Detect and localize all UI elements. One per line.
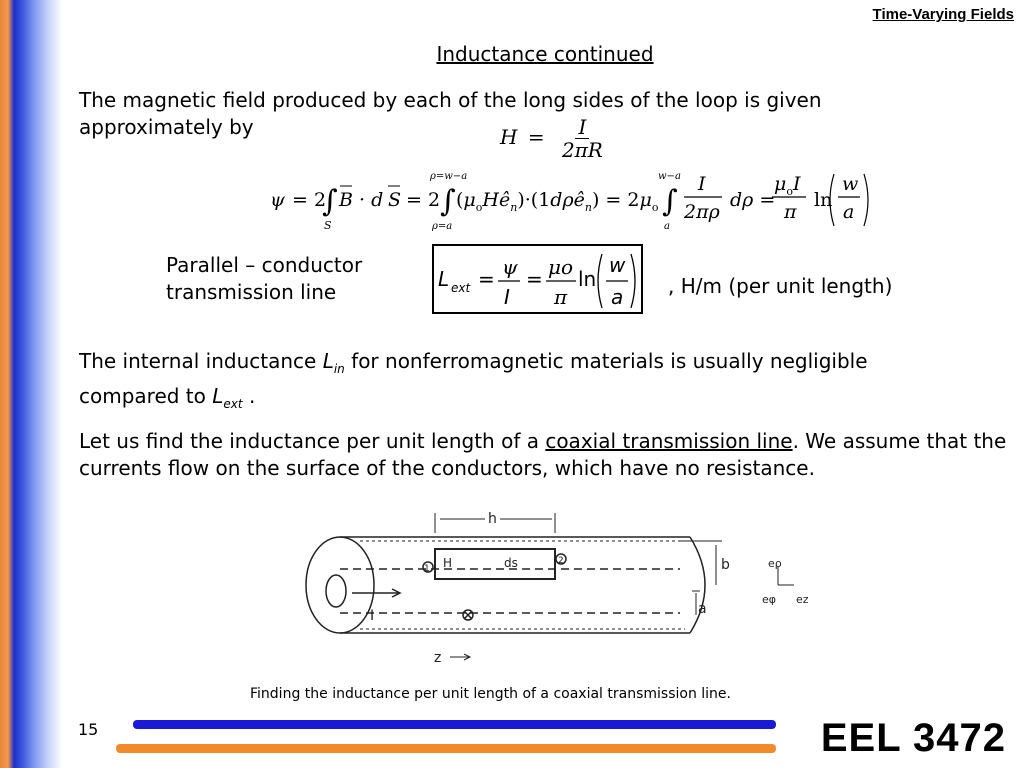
frac-pi: π (784, 201, 797, 223)
frac-w: w (842, 173, 859, 195)
label-node-2: 2 (558, 556, 564, 566)
frac-a: a (843, 201, 855, 223)
b-vector: B · d (339, 189, 384, 211)
integral-1-limit: S (324, 219, 332, 232)
lext-l: L (438, 267, 450, 291)
lext-i: I (504, 285, 510, 309)
internal-text-1: The internal inductance (79, 349, 323, 373)
label-b: b (721, 557, 730, 573)
integral-2-lower: ρ=a (432, 221, 453, 232)
integral-3-upper: w−a (658, 171, 681, 182)
l-ext: L (212, 384, 224, 408)
sub-in: in (333, 362, 345, 376)
footer-orange-bar (116, 744, 776, 753)
label-z: z (434, 650, 442, 666)
eq-h-den: 2πR (561, 138, 603, 162)
label-node-1: 1 (424, 564, 430, 574)
equation-h (500, 116, 610, 161)
paragraph-internal-inductance (79, 348, 1009, 418)
lext-equation (432, 244, 643, 314)
psi-equals: = 2 (292, 189, 327, 211)
l-in: L (322, 349, 334, 373)
footer-blue-bar (133, 720, 776, 729)
internal-line2 (79, 383, 1009, 418)
internal-line1 (79, 348, 1009, 383)
paragraph-coaxial (79, 428, 1009, 482)
eq-h-num: I (575, 116, 589, 139)
sub-ext: ext (223, 397, 243, 411)
lext-ln: ln (578, 267, 597, 291)
integral-3-lower: a (664, 221, 670, 232)
page-number: 15 (78, 720, 99, 739)
frac-mu-i: $\mu_oI$ (774, 173, 801, 198)
frac-2pirho: 2πρ (684, 201, 720, 223)
frac-i: I (698, 173, 706, 195)
eq-h-fraction (559, 116, 606, 161)
lext-sub: ext (451, 281, 471, 295)
ln-text: ln (814, 189, 833, 211)
label-ds: ds (504, 556, 518, 570)
figure-caption: Finding the inductance per unit length of a coaxial transmission line. (250, 686, 731, 702)
units-text: , H/m (per unit length) (668, 274, 893, 298)
slide-title: Inductance continued (436, 42, 654, 66)
parallel-label (166, 252, 406, 306)
label-e-z: ez (796, 593, 809, 606)
lext-psi: ψ (502, 255, 518, 279)
internal-text-3: compared to (79, 384, 213, 408)
lext-eq1: = (478, 267, 495, 291)
eq-h-equals: = (527, 125, 545, 149)
coax-text-2: . We assume that the currents flow on the surface of the conductors, which have no resistance. (79, 429, 1007, 480)
label-e-rho: eρ (768, 557, 782, 570)
coaxial-figure (300, 505, 810, 670)
integral-2-upper: ρ=w−a (430, 171, 468, 182)
coax-text-1: Let us find the inductance per unit length of a (79, 429, 546, 453)
internal-text-4: . (242, 384, 256, 408)
d-rho: dρ = (730, 189, 776, 211)
lext-w: w (609, 253, 626, 277)
label-h-field: H (443, 556, 453, 570)
mu-h-term: $(\mu_oHê_n)\cdot(1d\rho ê_n) = 2\mu_o$ (456, 189, 659, 214)
internal-text-2: for nonferromagnetic materials is usually negligible (344, 349, 868, 373)
parallel-label-line2: transmission line (166, 280, 337, 304)
integral-2: ∫ (440, 184, 456, 219)
lext-mu: μo (548, 255, 574, 279)
lext-pi: π (554, 285, 568, 309)
lext-a: a (611, 285, 624, 309)
integral-3: ∫ (662, 184, 678, 219)
psi-equals-2: = 2 (406, 189, 441, 211)
psi-symbol: ψ (270, 189, 285, 211)
label-e-phi: eφ (762, 593, 777, 606)
parallel-label-line1: Parallel – conductor (166, 253, 363, 277)
header-title: Time-Varying Fields (872, 6, 1014, 23)
equation-psi (260, 166, 880, 234)
label-h: h (488, 511, 497, 527)
lext-eq2: = (526, 267, 543, 291)
left-gradient-bar (0, 0, 62, 768)
eq-h-lhs: H (500, 125, 518, 149)
integral-1: ∫ (322, 184, 338, 219)
s-vector: S (388, 189, 402, 211)
label-current: I (370, 608, 375, 624)
paragraph-magnetic-field: The magnetic field produced by each of the long sides of the loop is given approximately by (79, 88, 822, 139)
label-a: a (698, 601, 707, 617)
coaxial-line-link[interactable]: coaxial transmission line (545, 429, 793, 453)
course-code: EEL 3472 (820, 716, 1006, 760)
